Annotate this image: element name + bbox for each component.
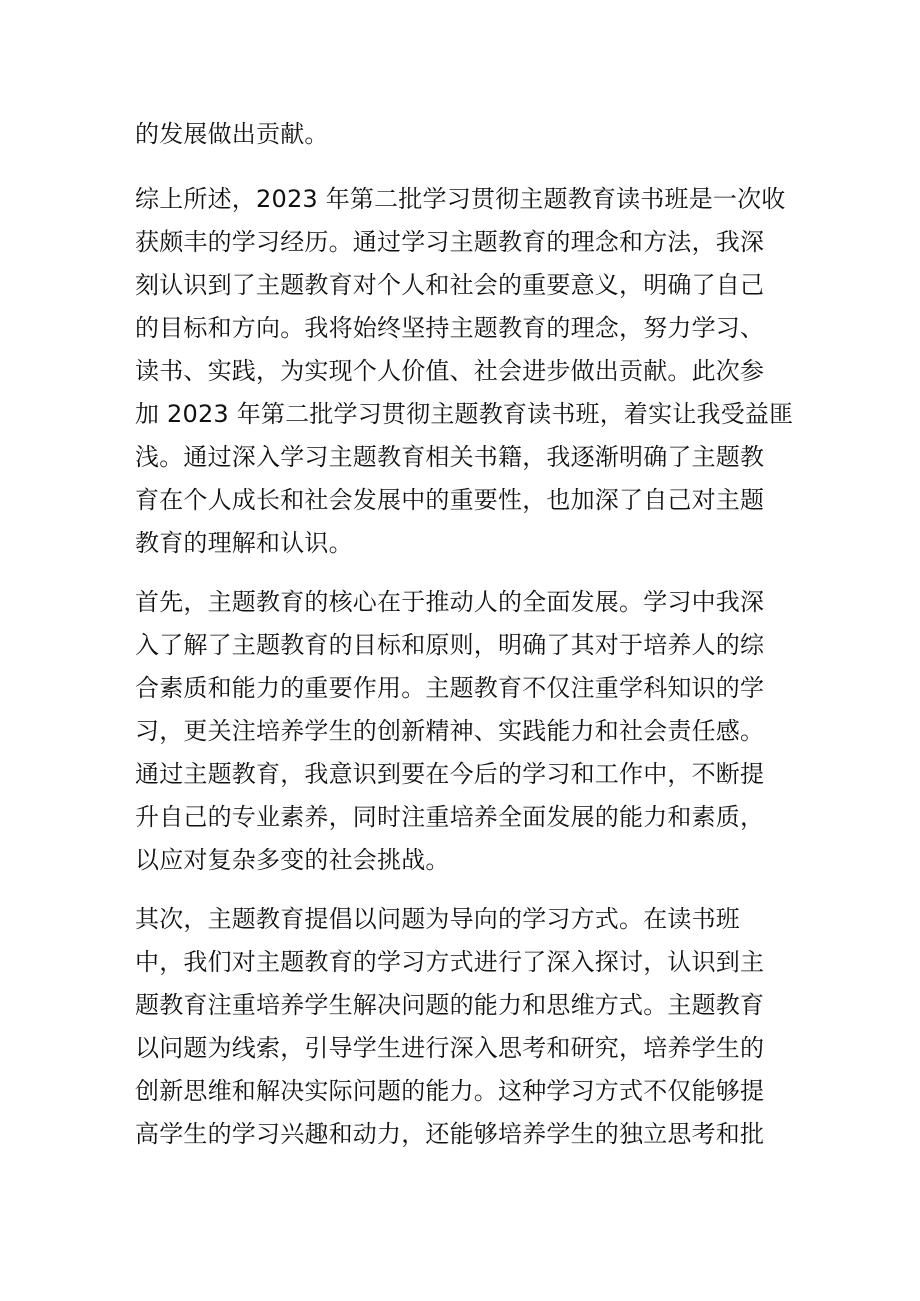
text-line: 合素质和能力的重要作用。主题教育不仅注重学科知识的学 [135,674,765,702]
text-line: 加 2023 年第二批学习贯彻主题教育读书班，着实让我受益匪 [135,400,794,428]
text-line: 的目标和方向。我将始终坚持主题教育的理念，努力学习、 [135,314,765,342]
text-line: 综上所述，2023 年第二批学习贯彻主题教育读书班是一次收 [135,185,786,213]
text-line: 创新思维和解决实际问题的能力。这种学习方式不仅能够提 [135,1077,765,1105]
text-line: 升自己的专业素养，同时注重培养全面发展的能力和素质， [135,803,765,831]
text-line: 其次，主题教育提倡以问题为导向的学习方式。在读书班 [135,905,740,933]
text-line: 中，我们对主题教育的学习方式进行了深入探讨，认识到主 [135,948,765,976]
text-line: 以应对复杂多变的社会挑战。 [135,846,450,874]
text-line: 高学生的学习兴趣和动力，还能够培养学生的独立思考和批 [135,1120,765,1148]
text-line: 教育的理解和认识。 [135,529,353,557]
text-line: 以问题为线索，引导学生进行深入思考和研究，培养学生的 [135,1034,765,1062]
text-line: 首先，主题教育的核心在于推动人的全面发展。学习中我深 [135,588,765,616]
text-line: 习，更关注培养学生的创新精神、实践能力和社会责任感。 [135,717,765,745]
text-line: 浅。通过深入学习主题教育相关书籍，我逐渐明确了主题教 [135,443,765,471]
text-line: 通过主题教育，我意识到要在今后的学习和工作中，不断提 [135,760,765,788]
text-line: 读书、实践，为实现个人价值、社会进步做出贡献。此次参 [135,357,765,385]
text-line: 的发展做出贡献。 [135,120,329,148]
text-line: 获颇丰的学习经历。通过学习主题教育的理念和方法，我深 [135,228,765,256]
text-line: 题教育注重培养学生解决问题的能力和思维方式。主题教育 [135,991,765,1019]
text-line: 育在个人成长和社会发展中的重要性，也加深了自己对主题 [135,486,765,514]
text-line: 刻认识到了主题教育对个人和社会的重要意义，明确了自己 [135,271,765,299]
text-line: 入了解了主题教育的目标和原则，明确了其对于培养人的综 [135,631,765,659]
